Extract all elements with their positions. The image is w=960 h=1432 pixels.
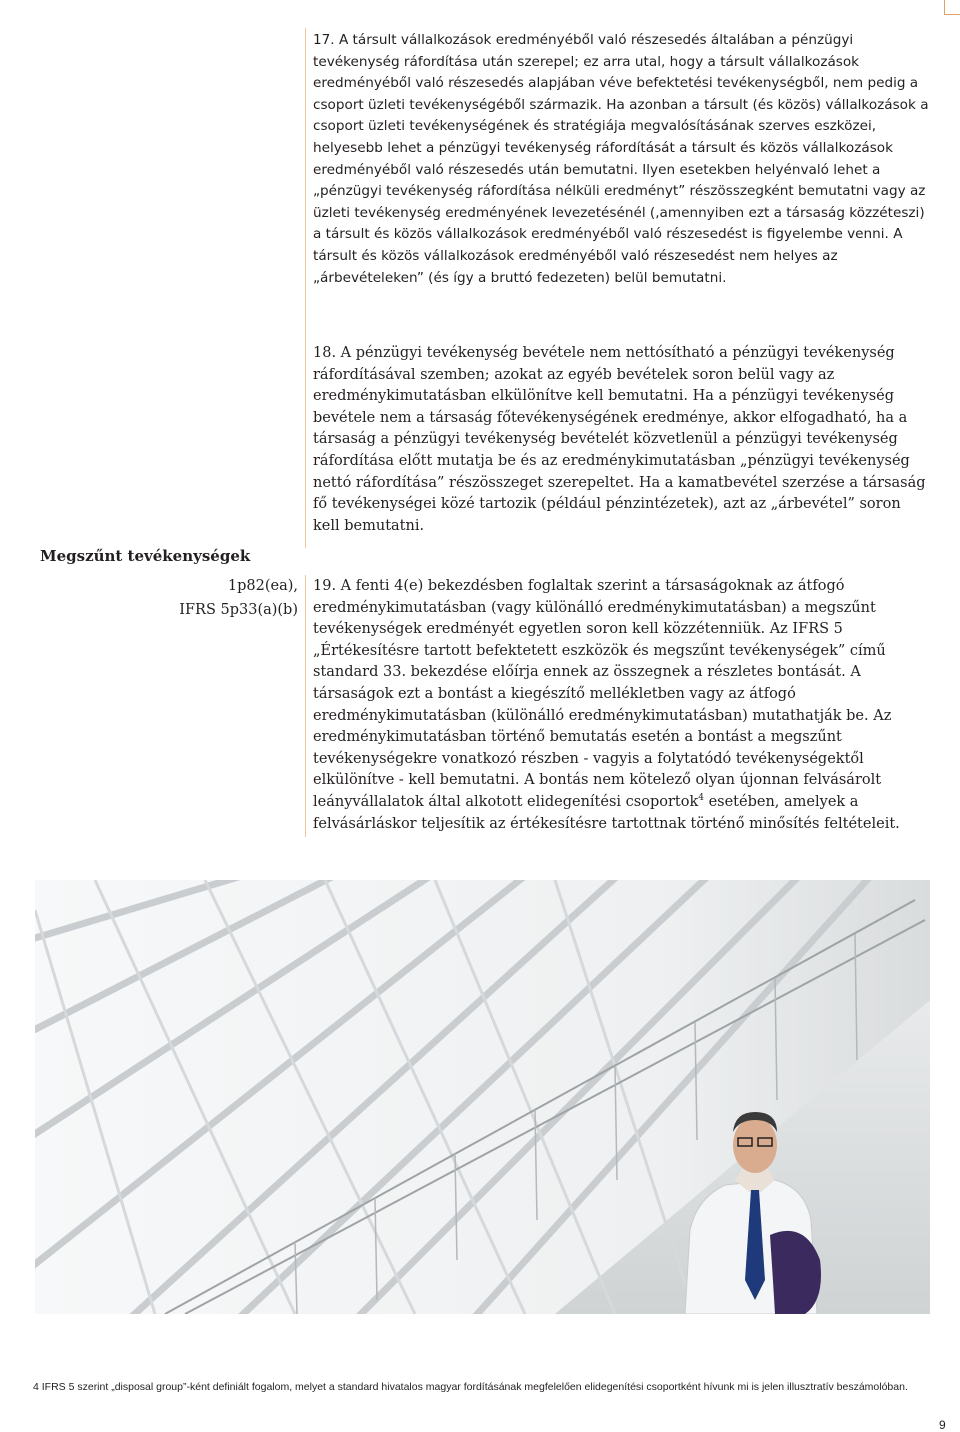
paragraph-18-text: 18. A pénzügyi tevékenység bevétele nem nettósítható a pénzügyi tevékenység ráfordításával szemben; azokat az egyéb bevételek soron belül vagy az eredménykimutatásban elkülönítve kell bemutatni. Ha a pénzügyi tevékenység bevétele nem a társaság főtevékenységének eredménye, akkor elfogadható, ha a társaság a pénzügyi tevékenység bevételét közvetlenül a pénzügyi tevékenység ráfordítása előtt mutatja be és az eredménykimutatásban „pénzügyi tevékenység nettó ráfordítása” részösszeget szerepeltet. Ha a kamatbevétel szerzése a társaság fő tevékenységei közé tartozik (például pénzintézetek), azt az „árbevétel” soron kell bemutatni. <box>313 345 926 534</box>
margin-rule-top <box>305 28 306 548</box>
footnote-reference[interactable]: 4 <box>698 793 704 804</box>
sidebar-ref-line2: IFRS 5p33(a)(b) <box>179 602 298 618</box>
sidebar-ref-line1: 1p82(ea), <box>227 578 298 594</box>
footnote: 4 IFRS 5 szerint „disposal group”-ként definiált fogalom, melyet a standard hivatalos magyar fordításának megfelelően elidegenítési csoportként hívunk mi is jelen illusztratív beszámolóban. <box>33 1381 908 1393</box>
margin-rule-bottom <box>305 575 306 837</box>
sidebar-references <box>30 574 298 622</box>
paragraph-19-text <box>313 576 931 835</box>
paragraph-17 <box>313 30 931 289</box>
illustration-photo <box>35 880 930 1314</box>
paragraph-18 <box>313 343 931 537</box>
corner-crop-mark <box>944 0 960 15</box>
paragraph-17-text: 17. A társult vállalkozások eredményéből való részesedés általában a pénzügyi tevékenység ráfordítása után szerepel; ez arra utal, hogy a társult vállalkozások eredményéből való részesedés alapjában véve befektetési tevékenységből, nem pedig a csoport üzleti tevékenységéből származik. Ha azonban a társult (és közös) vállalkozások a csoport üzleti tevékenységének és stratégiája megvalósításának szerves eszközei, helyesebb lehet a pénzügyi tevékenység ráfordítását a társult és közös vállalkozások eredményéből való részesedés után bemutatni. Ilyen esetekben helyénvaló lehet a „pénzügyi tevékenység ráfordítása nélküli eredményt” részösszegként bemutatni vagy az üzleti tevékenység eredményének levezetésénél (,amennyiben ezt a társaság közzéteszi) a társult és közös vállalkozások eredményéből való részesedést is figyelembe venni. A társult és közös vállalkozások eredményéből való részesedést nem helyes az „árbevételeken” (és így a bruttó fedezeten) belül bemutatni. <box>313 32 929 286</box>
paragraph-19 <box>313 576 931 835</box>
photo-man-in-glass-hall <box>35 880 930 1314</box>
page-number: 9 <box>939 1418 946 1432</box>
sidebar-heading: Megszűnt tevékenységek <box>40 547 251 565</box>
paragraph-19-part1: 19. A fenti 4(e) bekezdésben foglaltak szerint a társaságoknak az átfogó eredménykimutatásban (vagy különálló eredménykimutatásban) a megszűnt tevékenységek eredményét egyetlen soron kell közzétenniük. Az IFRS 5 „Értékesítésre tartott befektetett eszközök és megszűnt tevékenységek” című standard 33. bekezdése előírja ennek az összegnek a részletes bontását. A társaságok ezt a bontást a kiegészítő mellékletben vagy az átfogó eredménykimutatásban (különálló eredménykimutatásban) mutathatják be. Az eredménykimutatásban történő bemutatás esetén a bontást a megszűnt tevékenységekre vonatkozó részben - vagyis a folytatódó tevékenységektől elkülönítve - kell bemutatni. A bontás nem kötelező olyan újonnan felvásárolt leányvállalatok által alkotott elidegenítési csoportok <box>313 578 892 810</box>
paragraph-19-part2: esetében, amelyek a felvásárláskor teljesítik az értékesítésre tartottnak történő minősítés feltételeit. <box>313 793 900 832</box>
